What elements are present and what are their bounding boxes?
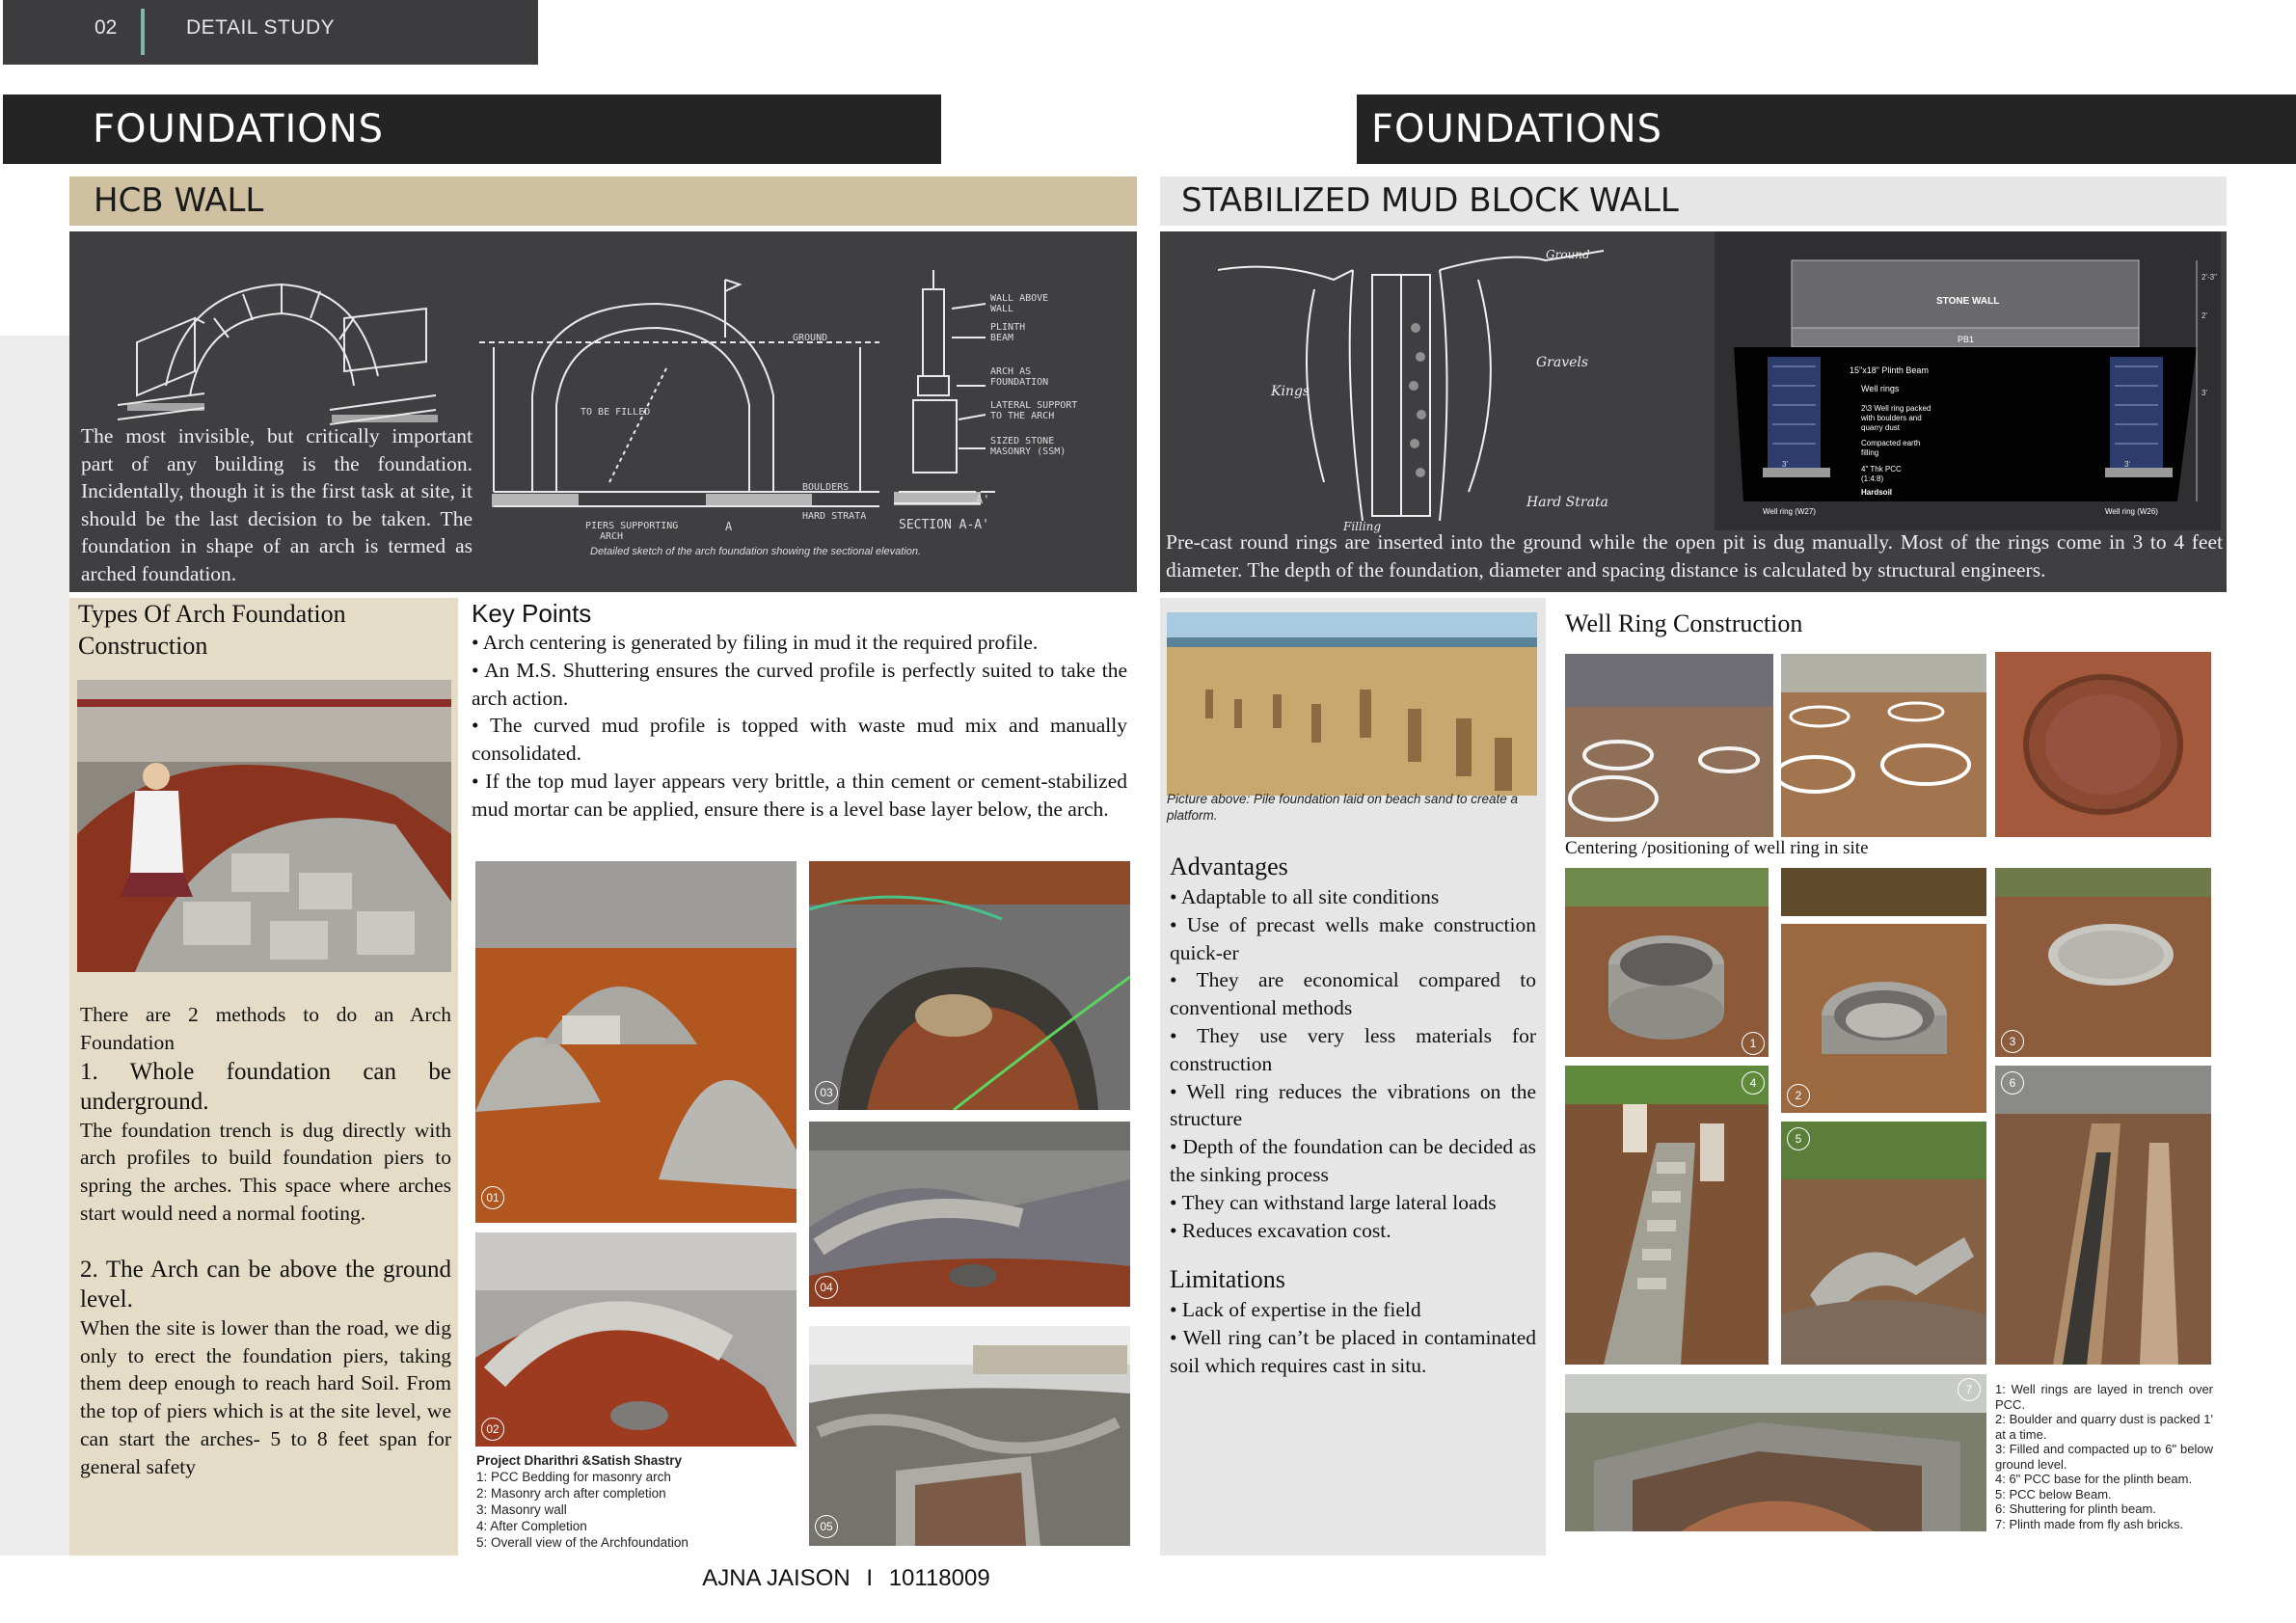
project-credit-line: 5: Overall view of the Archfoundation [476,1535,689,1550]
label-foundation: FOUNDATION [990,377,1049,388]
photo-badge: 05 [815,1515,838,1538]
label-masonry: MASONRY (SSM) [990,446,1067,457]
label-plinth-beam: 15"x18" Plinth Beam [1850,365,1929,375]
label-hard-strata: HARD STRATA [802,511,867,522]
key-point: • An M.S. Shuttering ensures the curved profile is perfectly suited to take the arch action. [472,658,1127,710]
advantage-item: • They can withstand large lateral loads [1170,1190,1497,1214]
section-label: DETAIL STUDY [186,16,336,39]
label-packed-2: with boulders and [1861,414,1922,422]
dimension: 2' [2201,311,2207,320]
method-1-body: The foundation trench is dug directly with arch profiles to build foundation piers to spring the arches. This space where arches start would need a normal footing. [80,1118,451,1225]
well-step-photo-7 [1565,1374,1986,1531]
well-step-item: 3: Filled and compacted up to 6" below ground level. [1995,1442,2213,1472]
methods-intro: There are 2 methods to do an Arch Foundation [80,1003,451,1054]
pile-foundation-photo [1167,612,1537,796]
well-step-photo-5 [1781,1122,1986,1365]
well-step-photo-1 [1565,868,1769,1057]
label-to-the-arch: TO THE ARCH [990,411,1055,421]
well-step-photo-6 [1995,1066,2211,1365]
label-lateral-support: LATERAL SUPPORT [990,400,1078,411]
limitations-list [1170,1296,1536,1379]
footer-author: AJNA JAISON [702,1565,851,1591]
project-credit-line: 1: PCC Bedding for masonry arch [476,1470,671,1484]
advantages-heading: Advantages [1170,852,1288,880]
methods-text [80,1001,451,1481]
photo-badge: 4 [1742,1071,1765,1095]
label-gravels: Gravels [1536,355,1589,370]
dimension: 3' [1782,460,1788,469]
limitation-item: • Well ring can’t be placed in contaminated soil which requires cast in situ. [1170,1326,1536,1377]
centering-photo-3 [1995,652,2211,837]
label-arch-as: ARCH AS [990,366,1032,377]
photo-badge: 03 [815,1081,838,1104]
arch-sketch-panel [69,231,1137,592]
page-tab [3,0,538,65]
sketch-caption: Detailed sketch of the arch foundation showing the sectional elevation. [590,546,922,557]
label-packed-3: quarry dust [1861,423,1901,432]
well-ring-intro-text: Pre-cast round rings are inserted into the ground while the open pit is dug manually. Most of the rings come in 3 to 4 feet diameter. The depth of the foundation, diameter and spacing distance is calculated by structural engineers. [1166,530,2223,582]
photo-04-after-completion [809,1122,1130,1307]
label-well-rings: Well rings [1861,384,1900,393]
label-plinth: PLINTH [990,322,1026,333]
well-step-photo-2 [1781,924,1986,1113]
right-banner: FOUNDATIONS [1357,95,2296,164]
well-step-header-block [1781,868,1986,916]
photo-05-overall-view [809,1326,1130,1546]
well-ring-heading: Well Ring Construction [1565,609,1803,637]
centering-caption: Centering /positioning of well ring in site [1565,838,1869,858]
project-credit-line: 4: After Completion [476,1519,587,1533]
limitations-heading: Limitations [1170,1265,1285,1294]
key-points-list [472,629,1127,824]
label-stone-wall: STONE WALL [1936,296,2000,307]
well-step-photo-4 [1565,1066,1769,1365]
project-credit-title: Project Dharithri &Satish Shastry [476,1453,683,1468]
footer-id: 10118009 [888,1565,990,1591]
well-ring-panel [1160,231,2227,592]
label-packed: 2\3 Well ring packed [1861,404,1931,413]
photo-badge: 1 [1742,1032,1765,1055]
dimension: 3' [2201,389,2207,397]
types-heading: Types Of Arch Foundation Construction [78,600,346,660]
photo-01-pcc-bedding [475,861,797,1223]
label-sized-stone: SIZED STONE [990,436,1055,446]
tab-divider [141,9,145,55]
label-hardsoil: Hardsoil [1861,488,1893,497]
right-subheading: STABILIZED MUD BLOCK WALL [1160,176,2227,226]
advantages-list [1170,883,1536,1244]
left-banner: FOUNDATIONS [3,95,941,164]
well-ring-section-drawing [1715,231,2221,530]
advantage-item: • Well ring reduces the vibrations on the structure [1170,1079,1536,1131]
label-compacted-2: filling [1861,448,1879,457]
photo-badge: 3 [2001,1030,2024,1053]
well-ring-sketch [1218,231,1623,540]
label-filling: Filling [1343,520,1382,533]
method-1-title: 1. Whole foundation can be underground. [80,1058,451,1115]
types-column [69,598,458,1555]
page-number: 02 [95,16,118,39]
photo-badge: 5 [1787,1127,1810,1150]
project-credit-line: 2: Masonry arch after completion [476,1486,666,1501]
photo-badge: 6 [2001,1071,2024,1095]
label-hard-strata: Hard Strata [1526,495,1608,510]
label-ground: Ground [1546,248,1590,261]
project-credit [476,1452,804,1551]
label-section: SECTION A-A' [899,518,989,532]
arch-elevation-sketch [474,251,899,540]
advantage-item: • Use of precast wells make construction quick-er [1170,912,1536,964]
label-w26: Well ring (W26) [2105,507,2158,516]
method-2-title: 2. The Arch can be above the ground level. [80,1256,451,1312]
photo-badge: 01 [481,1186,504,1209]
left-margin-strip [0,336,69,1555]
key-point: • Arch centering is generated by filing in mud it the required profile. [472,631,1039,654]
pile-caption: Picture above: Pile foundation laid on beach sand to create a platform. [1167,792,1518,823]
photo-badge: 02 [481,1418,504,1441]
label-a1: A [725,520,733,533]
well-step-item: 7: Plinth made from fly ash bricks. [1995,1516,2184,1531]
advantage-item: • They use very less materials for construction [1170,1023,1536,1075]
key-point: • If the top mud layer appears very brittle, a thin cement or cement-stabilized mud mortar can be applied, ensure there is a level base layer below, the arch. [472,769,1127,821]
well-step-item: 1: Well rings are layed in trench over PCC. [1995,1382,2213,1412]
photo-02-arch-complete [475,1232,797,1447]
label-a2: A' [976,493,990,506]
photo-badge: 7 [1958,1378,1981,1401]
label-beam: BEAM [990,333,1014,343]
advantage-item: • Reduces excavation cost. [1170,1218,1391,1242]
key-point: • The curved mud profile is topped with waste mud mix and manually consolidated. [472,714,1127,766]
left-subheading: HCB WALL [69,176,1137,226]
footer-separator: I [866,1565,874,1591]
label-piers: PIERS SUPPORTING [585,521,679,531]
footer [0,1564,1692,1593]
well-step-item: 6: Shuttering for plinth beam. [1995,1501,2156,1516]
limitation-item: • Lack of expertise in the field [1170,1298,1421,1322]
photo-badge: 04 [815,1276,838,1299]
section-sketch [879,251,1130,540]
label-kings: Kings [1271,384,1310,399]
well-steps-list [1995,1382,2213,1531]
well-step-item: 5: PCC below Beam. [1995,1486,2112,1501]
well-step-photo-3 [1995,868,2211,1057]
method-2-body: When the site is lower than the road, we dig only to erect the foundation piers, taking them deep enough to reach hard Soil. From the top of piers which is at the site level, we can start the arches- 5 to 8 feet span for general safety [80,1315,451,1478]
dimension: 2'-3" [2201,273,2217,282]
label-ground: GROUND [793,333,828,343]
label-boulders: BOULDERS [802,482,850,493]
label-w27: Well ring (W27) [1763,507,1816,516]
advantage-item: • Depth of the foundation can be decided as the sinking process [1170,1135,1536,1186]
centering-photo-2 [1781,654,1986,837]
advantage-item: • Adaptable to all site conditions [1170,885,1440,908]
key-points-heading: Key Points [472,599,592,628]
label-pcc: 4" Thk PCC [1861,465,1902,473]
key-points [472,598,1127,824]
label-wall: WALL [990,304,1014,314]
dimension: 3' [2124,460,2130,469]
well-step-item: 4: 6" PCC base for the plinth beam. [1995,1472,2193,1486]
label-pb1: PB1 [1958,335,1975,344]
arch-construction-photo [77,680,451,972]
label-to-be-filled: TO BE FILLED [581,407,651,418]
photo-badge: 2 [1787,1084,1810,1107]
advantages-section [1170,851,1536,1380]
centering-photo-1 [1565,654,1773,837]
advantage-item: • They are economical compared to conventional methods [1170,968,1536,1020]
well-step-item: 2: Boulder and quarry dust is packed 1' at a time. [1995,1412,2213,1442]
photo-03-masonry-wall [809,861,1130,1110]
advantages-column [1160,598,1546,1555]
label-compacted: Compacted earth [1861,439,1921,447]
label-arch: ARCH [600,531,624,540]
label-pcc-2: (1:4:8) [1861,474,1884,483]
label-wall-above: WALL ABOVE [990,293,1049,304]
project-credit-line: 3: Masonry wall [476,1502,567,1517]
hcb-intro-text: The most invisible, but critically important part of any building is the foundation. Incidentally, though it is the first task at site, it should be the last decision to be taken. The foundation in shape of an arch is termed as arched foundation. [81,424,473,585]
